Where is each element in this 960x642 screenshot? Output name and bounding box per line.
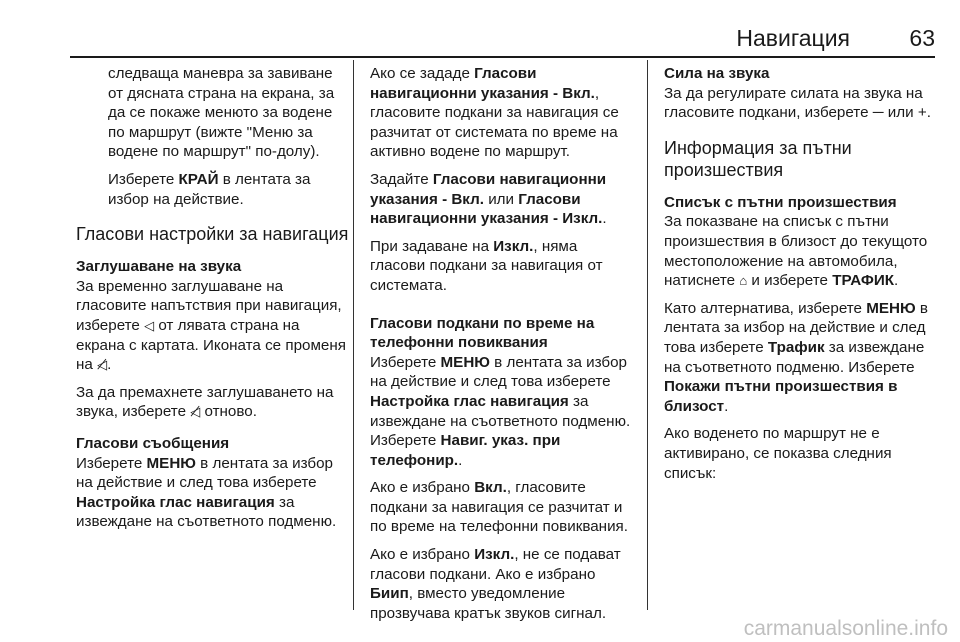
paragraph-voice-off: При задаване на Изкл., няма гласови подкани за навигация от системата.: [370, 237, 603, 294]
paragraph-list-1: За показване на списък с пътни произшествия в близост до текущото местоположение на автомобила, натиснете ⌂ и изберете ТРАФИК.: [664, 213, 928, 290]
heading-mute: Заглушаване на звука: [76, 258, 242, 276]
minus-icon: ─: [872, 104, 884, 122]
watermark-text: carmanualsonline.info: [743, 617, 948, 640]
speaker-icon: ◁: [144, 317, 155, 333]
column-3: [664, 64, 934, 491]
paragraph-calls-2: Ако е избрано Вкл., гласовите подкани за навигация се разчитат и по време на телефонни повиквания.: [370, 479, 628, 536]
page-header: [70, 18, 935, 58]
paragraph-maneuver: следваща маневра за завиване от дясната страна на екрана, за да се покаже менюто за водене по маршрут (вижте "Меню за водене по маршрут" по-долу).: [108, 65, 335, 161]
paragraph-calls-3: Ако е избрано Изкл., не се подават гласови подкани. Ако е избрано Биип, вместо уведомление прозвучава кратък звуков сигнал.: [370, 546, 621, 622]
heading-voice-settings: Гласови настройки за навигация: [76, 224, 349, 245]
paragraph-volume: За да регулирате силата на звука на гласовите подкани, изберете ─ или +.: [664, 84, 931, 122]
heading-volume: Сила на звука: [664, 65, 770, 82]
column-2: [370, 64, 636, 631]
paragraph-mute-1: За временно заглушаване на гласовите напътствия при навигация, изберете ◁ от лявата страна на екрана с картата. Иконата се променя на ◁̸.: [76, 277, 346, 374]
paragraph-list-2: Като алтернатива, изберете МЕНЮ в лентата за избор на действие и след това изберете Трафик за извеждане на съответното подменю. Изберете Покажи пътни произшествия в близост.: [664, 299, 928, 415]
column-1: [76, 64, 350, 540]
paragraph-calls-1: Изберете МЕНЮ в лентата за избор на действие и след това изберете Настройка глас навигация за извеждане на съответното подменю. Изберете Навиг. указ. при телефонир..: [370, 353, 631, 469]
paragraph-mute-2: За да премахнете заглушаването на звука, изберете ◁̸ отново.: [76, 383, 334, 421]
paragraph-messages: Изберете МЕНЮ в лентата за избор на действие и след това изберете Настройка глас навигация за извеждане на съответното подменю.: [76, 454, 337, 531]
page-number: 63: [909, 25, 935, 51]
end-keyword: КРАЙ: [178, 170, 219, 188]
column-divider-2: [647, 60, 648, 610]
heading-traffic-info: Информация за пътни произшествия: [664, 137, 852, 180]
paragraph-set-voice: Задайте Гласови навигационни указания - Вкл. или Гласови навигационни указания - Изкл..: [370, 170, 607, 228]
speaker-muted-icon: ◁̸: [97, 357, 108, 373]
heading-voice-messages: Гласови съобщения: [76, 434, 230, 452]
speaker-muted-icon: ◁̸: [190, 404, 201, 420]
page-title: Навигация: [736, 25, 850, 51]
paragraph-voice-on: Ако се зададе Гласови навигационни указания - Вкл., гласовите подкани за навигация се разчитат от системата по време на активно водене по маршрут.: [370, 65, 619, 161]
watermark-footer: [0, 612, 960, 642]
header-rule: [70, 56, 935, 58]
paragraph-list-3: Ако воденето по маршрут не е активирано, се показва следния списък:: [664, 425, 892, 482]
plus-icon: +: [917, 104, 927, 122]
home-icon: ⌂: [739, 273, 748, 289]
heading-calls: Гласови подкани по време на телефонни повиквания: [370, 314, 595, 352]
heading-incident-list: Списък с пътни произшествия: [664, 193, 897, 211]
paragraph-end: Изберете КРАЙ в лентата за избор на действие.: [108, 170, 311, 208]
column-divider-1: [353, 60, 354, 610]
